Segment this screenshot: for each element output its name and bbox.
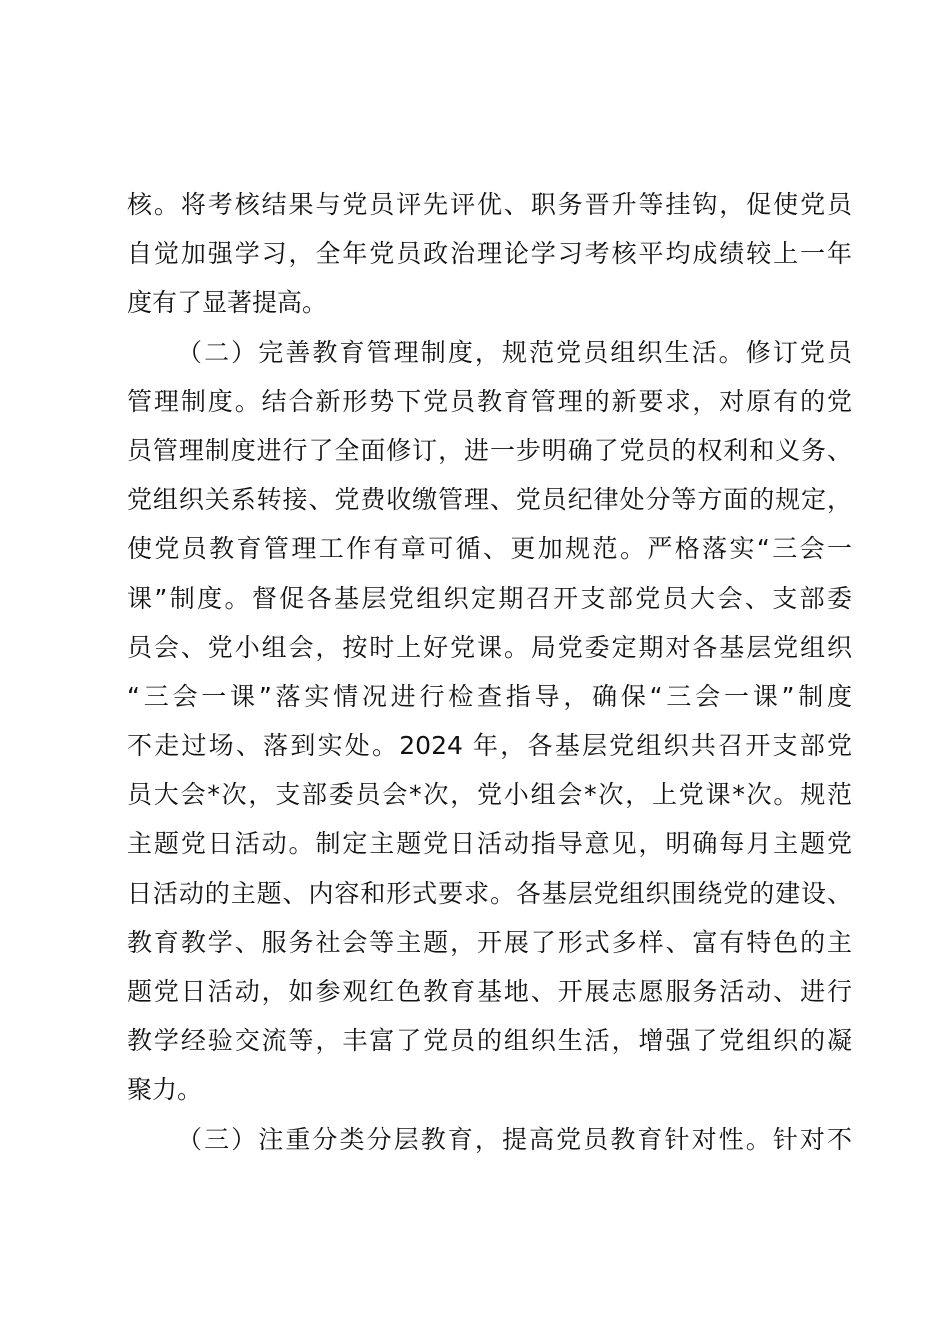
text-line: 自觉加强学习，全年党员政治理论学习考核平均成绩较上一年 [127,239,852,269]
text-line: 题党日活动，如参观红色教育基地、开展志愿服务活动、进行 [127,977,852,1006]
text-line: 日活动的主题、内容和形式要求。各基层党组织围绕党的建设、 [127,878,852,908]
text-line: 课”制度。督促各基层党组织定期召开支部党员大会、支部委 [127,583,852,613]
section-heading-line: （二）完善教育管理制度，规范党员组织生活。修订党员 [177,337,852,367]
section-heading-line: （三）注重分类分层教育，提高党员教育针对性。针对不 [177,1124,852,1154]
text-line: 不走过场、落到实处。2024 年，各基层党组织共召开支部党 [127,731,852,761]
text-line: 核。将考核结果与党员评先评优、职务晋升等挂钩，促使党员 [127,190,852,219]
text-line: 教育教学、服务社会等主题，开展了形式多样、富有特色的主 [127,927,852,957]
text-line: “三会一课”落实情况进行检查指导，确保“三会一课”制度 [127,681,852,711]
text-line: 主题党日活动。制定主题党日活动指导意见，明确每月主题党 [127,829,852,859]
text-line: 员大会*次，支部委员会*次，党小组会*次，上党课*次。规范 [127,780,852,810]
text-line: 使党员教育管理工作有章可循、更加规范。严格落实“三会一 [127,534,852,564]
text-line: 党组织关系转接、党费收缴管理、党员纪律处分等方面的规定， [127,485,852,515]
text-line: 管理制度。结合新形势下党员教育管理的新要求，对原有的党 [127,386,852,416]
text-line: 员会、党小组会，按时上好党课。局党委定期对各基层党组织 [127,632,852,662]
body-text [127,180,852,1164]
text-line: 教学经验交流等，丰富了党员的组织生活，增强了党组织的凝 [127,1026,852,1056]
text-line: 员管理制度进行了全面修订，进一步明确了党员的权利和义务、 [127,435,852,465]
text-line: 度有了显著提高。 [127,288,328,318]
text-line: 聚力。 [127,1075,203,1105]
